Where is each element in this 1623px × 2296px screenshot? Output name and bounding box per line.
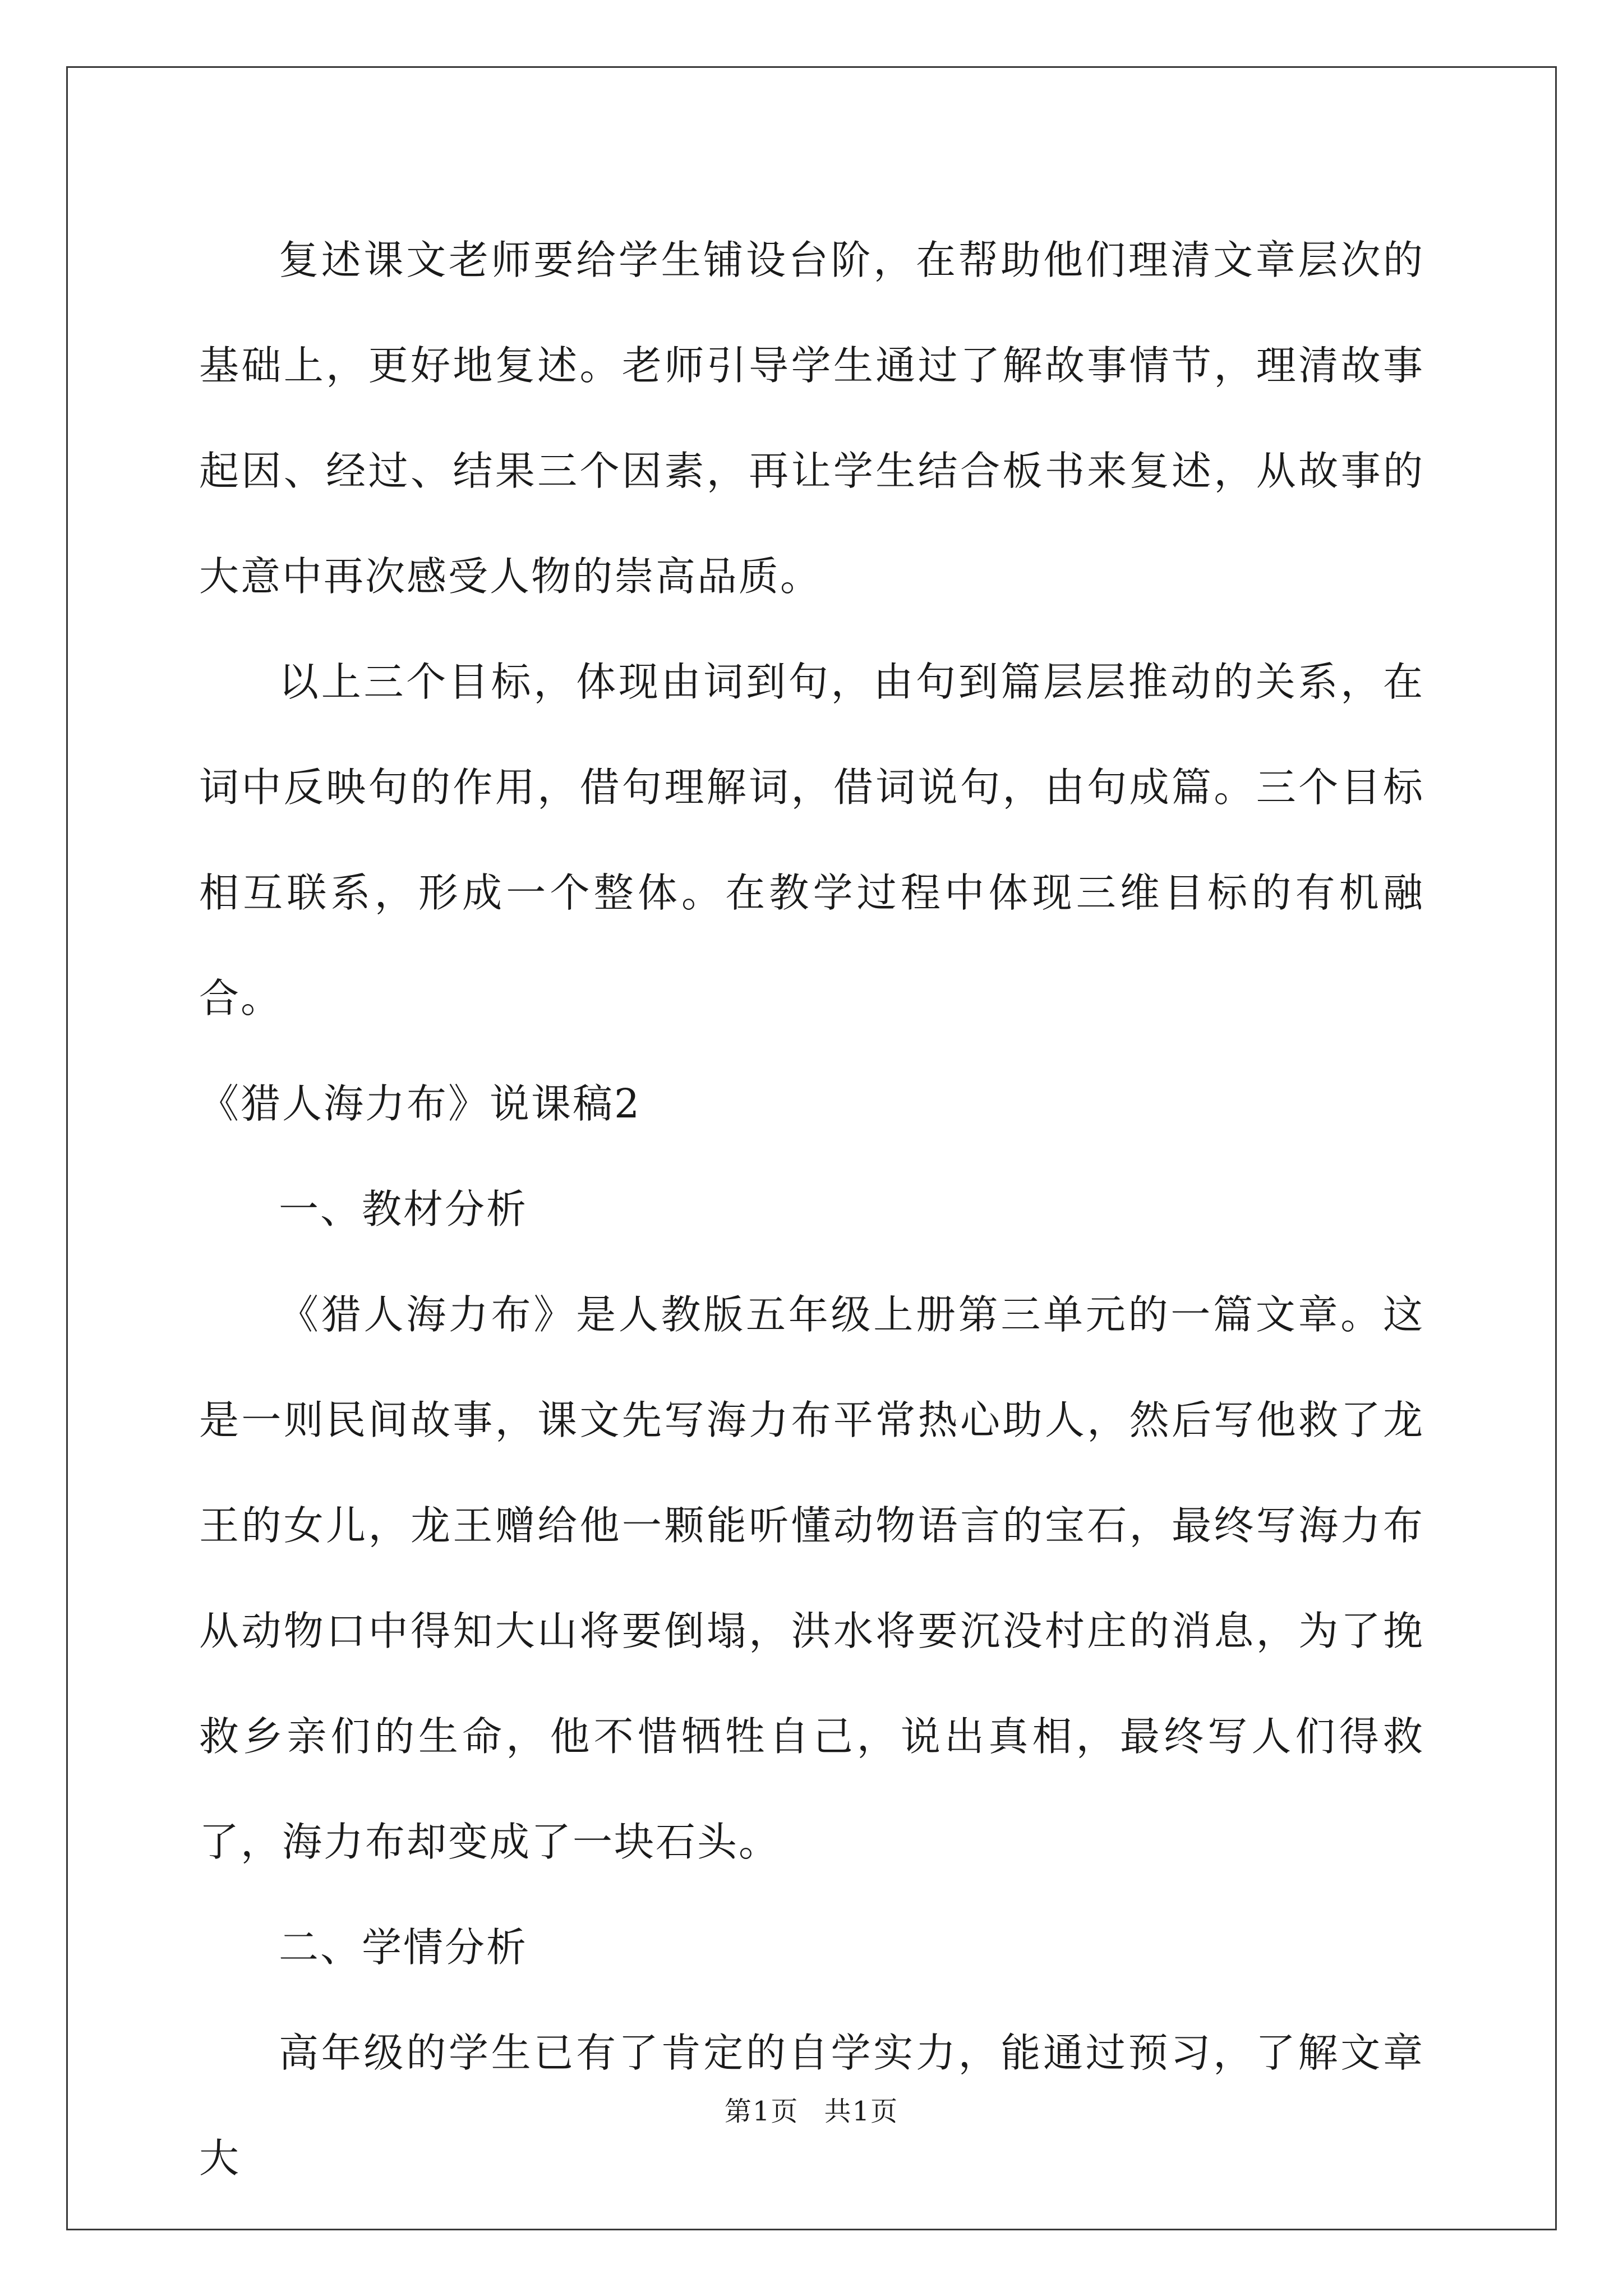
- paragraph-three-goals: 以上三个目标，体现由词到句，由句到篇层层推动的关系，在词中反映句的作用，借句理解词，借词说句，由句成篇。三个目标相互联系，形成一个整体。在教学过程中体现三维目标的有机融合。: [199, 659, 1424, 1022]
- heading-textbook-analysis: 一、教材分析: [279, 1186, 528, 1232]
- section-title: 《猎人海力布》说课稿2: [199, 1080, 642, 1127]
- document-body: [199, 208, 1424, 2211]
- page-number: 第1页: [724, 2096, 799, 2127]
- paragraph-textbook-analysis: 《猎人海力布》是人教版五年级上册第三单元的一篇文章。这是一则民间故事，课文先写海力布平常热心助人，然后写他救了龙王的女儿，龙王赠给他一颗能听懂动物语言的宝石，最终写海力布从动物口中得知大山将要倒塌，洪水将要沉没村庄的消息，为了挽救乡亲们的生命，他不惜牺牲自己，说出真相，最终写人们得救了，海力布却变成了一块石头。: [199, 1291, 1424, 1865]
- page-footer: [0, 2090, 1623, 2128]
- paragraph-retelling: 复述课文老师要给学生铺设台阶，在帮助他们理清文章层次的基础上，更好地复述。老师引导学生通过了解故事情节，理清故事起因、经过、结果三个因素，再让学生结合板书来复述，从故事的大意中再次感受人物的崇高品质。: [199, 237, 1424, 600]
- paragraph-student-analysis: 高年级的学生已有了肯定的自学实力，能通过预习，了解文章大: [199, 2030, 1424, 2182]
- heading-student-analysis: 二、学情分析: [279, 1924, 528, 1971]
- page-total: 共1页: [824, 2096, 899, 2127]
